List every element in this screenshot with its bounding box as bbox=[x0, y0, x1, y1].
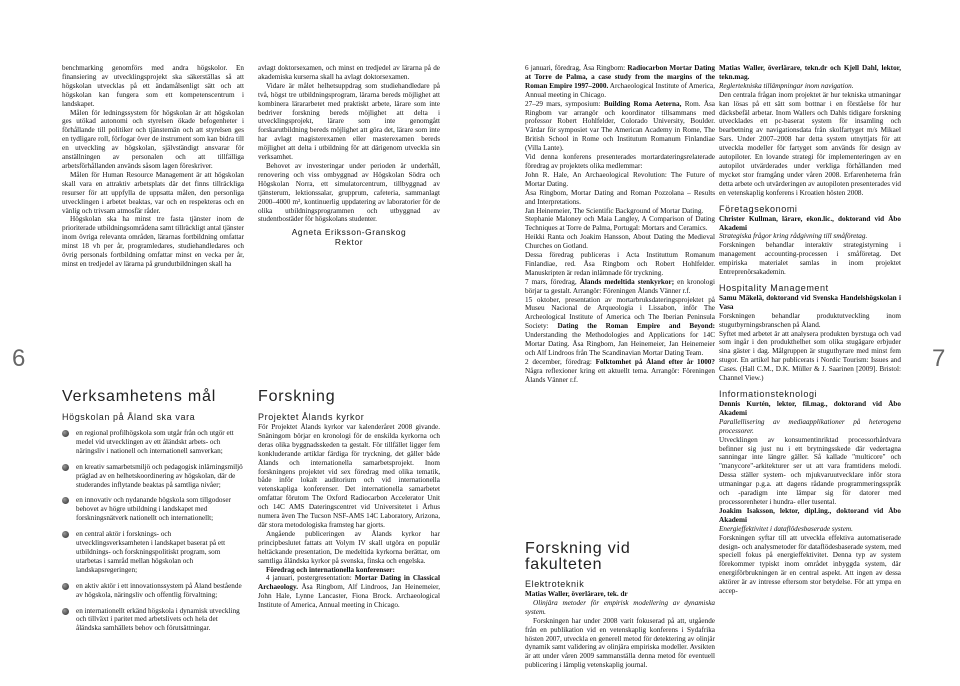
research-title: Forskningen behandlar produktutveckling inom stugutbyrningsbranschen på Åland. bbox=[719, 311, 901, 329]
researcher-name: Samu Mäkelä, doktorand vid Svenska Handelshögskolan i Vasa bbox=[719, 293, 901, 311]
paragraph: Forskningen har under 2008 varit fokuserad på att, utgående från en publikation vid en vetenskaplig konferens i Sydafrika hösten 2007, utveckla en generell metod för detektering av olinjär dynamik samt validering av olinjära empiriska modeller. Avsikten är att under våren 2009 sammanställa denna metod för eventuell publicering i lämplig vetenskaplig journal. bbox=[525, 616, 715, 670]
conference-entry: 7 mars, föredrag, Ålands medeltida stenkyrkor; en kronologi börjar ta gestalt. Arrangör: Föreningen Ålands Vänner r.f. bbox=[525, 277, 715, 295]
research-title: Parallellisering av mediaapplikationer på heterogena processorer. bbox=[719, 417, 901, 435]
section-subtitle: Högskolan på Åland ska vara bbox=[62, 412, 196, 422]
subject-heading: Hospitality Management bbox=[719, 282, 829, 293]
researcher-name: Dennis Kurtén, lektor, fil.mag., doktorand vid Åbo Akademi bbox=[719, 400, 901, 417]
list-item: en internationellt erkänd högskola i dynamisk utveckling och tillväxt i paritet med arbetslivets och hela det åländska samhällets behov och förutsättningar. bbox=[62, 607, 244, 634]
page-number-right: 7 bbox=[932, 345, 946, 372]
research-title: Olinjära metoder för empirisk modellering av dynamiska system. bbox=[525, 598, 715, 616]
subject-heading: Företagsekonomi bbox=[719, 203, 798, 214]
talk: Stephanie Maloney och Maia Langley, A Comparison of Dating Techniques at Torre de Palma, Portugal: Mortars and Ceramics. bbox=[525, 215, 715, 233]
conference-entry: 6 januari, föredrag, Åsa Ringbom: Radiocarbon Mortar Dating at Torre de Palma, a case study from the margins of the Roman Empire 1997–2000. Archaeological Institute of America, Annual meeting in Chicago. bbox=[525, 64, 715, 99]
list-item: en central aktör i forsknings- och utvecklingsverksamheten i landskapet baserat på ett utbildnings- och forskningspolitiskt program, som utarbetas i samråd mellan högskolan och landskapsregeringen; bbox=[62, 530, 244, 575]
list-item: en aktiv aktör i ett innovationssystem på Åland bestående av högskola, näringsliv och offentlig förvaltning; bbox=[62, 582, 244, 600]
paragraph: Den centrala frågan inom projektet är hur tekniska utmaningar kan lösas på ett sätt som bottnar i en förståelse för hur däcksbefäl arbetar. Inom Wallers och Dahls tidigare forskning utvecklades ett pc-baserat system för insamling och bearbetning av navigationsdata från skolfartyget m/s Mikael Sars. Under 2007–2008 har detta system utnyttjats för att utveckla modeller för fartyget som används för design av autopiloter. En lovande strategi för implementeringen av en autopilot utvärderades under verkliga förhållanden med mycket stor framgång under våren 2008. Erfarenheterna från detta arbete och utvärderingen av autopiloten presenterades vid en vetenskaplig konferens i Kroatien hösten 2008. bbox=[719, 90, 901, 197]
list-item: en kreativ samarbetsmiljö och pedagogisk inlärningsmiljö präglad av en helhetskoordinering av högskolan, där de studerandes inflytande beaktas på samtliga nivåer; bbox=[62, 463, 244, 490]
bullet-icon bbox=[62, 531, 69, 538]
bullet-icon bbox=[62, 608, 69, 615]
research-title: Strategiska frågor kring rådgivning till småföretag. bbox=[719, 232, 868, 241]
signature-role: Rektor bbox=[334, 237, 364, 248]
column-1-section bbox=[62, 389, 244, 640]
list-item: en regional profilhögskola som utgår från och utgör ett medel vid utvecklingen av ett åländskt arbets- och näringsliv i nationell och internationell samverkan; bbox=[62, 429, 244, 456]
paragraph: Utvecklingen av konsumentinriktad processorhårdvara befinner sig just nu i ett brytningsskede där vedertagna sanningar inte längre gäller. Så kallade "multicore" och "manycore"-arkitekturer ser ut att vara framtidens melodi. Dessa ställer system- och mjukvaruutvecklare inför stora utmaningar p.g.a. att dagens rådande programmeringsspråk och -paradigm inte lämpar sig för datorer med processorenheter i hundra- eller tusental. bbox=[719, 435, 901, 506]
column-2 bbox=[258, 64, 440, 247]
subject-heading: Informationsteknologi bbox=[719, 389, 818, 399]
section-subtitle: Elektroteknik bbox=[525, 579, 585, 589]
column-1 bbox=[62, 64, 244, 269]
column-2-section bbox=[258, 389, 440, 610]
talk: Åsa Ringbom, Mortar Dating and Roman Pozzolana – Results and Interpretations. bbox=[525, 188, 715, 206]
list-item: en innovativ och nydanande högskola som tillgodoser behovet av högre utbildning i landskapet med forskningsnätverk nationellt och internationellt; bbox=[62, 496, 244, 523]
researcher-name: Matias Waller, överlärare, tekn.dr och Kjell Dahl, lektor, tekn.mag. bbox=[719, 64, 901, 81]
paragraph: Målen för Human Resource Management är att högskolan skall vara en attraktiv arbetsplats där det finns tillräckliga resurser för att uppfylla de uppsatta målen, den personliga utvecklingen i arbetet beaktas, var och en respekteras och en vänlig och trivsam atmosfär råder. bbox=[62, 170, 244, 215]
talk: Dessa föredrag publiceras i Acta Instituttum Romanum Finlandiae, red. Åsa Ringbom och Robert Hohlfelder. Manuskripten är redan inlämnade för tryckning. bbox=[525, 251, 715, 277]
bullet-icon bbox=[62, 497, 69, 504]
conference-entry: 2 december, föredrag: Folktomhet på Åland efter år 1000? Några reflexioner kring ett aktuellt tema. Arrangör: Föreningen Ålands Vänner r.f. bbox=[525, 357, 715, 384]
conference-entry: 27–29 mars, symposium: Building Roma Aeterna, Rom. Åsa Ringbom var arrangör och koordinator tillsammans med professor Robert Hohlfelder, Colorado University, Boulder. Värdar för symposiet var The American Academy in Rome, The British School in Rome och Institutum Romanum Finlandiae (Villa Lante). bbox=[525, 99, 715, 153]
paragraph: Syftet med arbetet är att analysera produkten byrstuga och vad som ingår i den produkthelhet som olika stugägare erbjuder sina gäster i dag. Målgruppen är stuguthyrare med minst fem stugor. En artikel har publicerats i Nordic Tourism: Issues and Cases. (Hall C.M., D.K. Müller & J. Saarinen [2009]. Bristol: Channel View.) bbox=[719, 329, 901, 383]
research-title: Energieffektivitet i dataflödesbaserade system. bbox=[719, 524, 853, 533]
paragraph: Vidare är målet helhetsuppdrag som studiehandledare på två, högst tre utbildningsprogram, lärarna bereds möjlighet att kombinera lärararbetet med praktiskt arbete, lärare som inte bedriver forskning bereds möjlighet att delta i utvecklingsprojekt, lärare som inte genomgått forskarutbildning bereds möjlighet att göra det, lärare som inte har avlagt magisterexamen eller masterexamen bereds möjlighet att delta i utbildning för att därigenom utveckla sin verksamhet. bbox=[258, 81, 440, 162]
talk: John R. Hale, An Archaeological Revolution: The Future of Mortar Dating. bbox=[525, 170, 715, 188]
researcher-name: Joakim Isaksson, lektor, dipl.ing., doktorand vid Åbo Akademi bbox=[719, 506, 901, 524]
research-title: Reglertekniska tillämpningar inom navigation. bbox=[719, 81, 854, 90]
paragraph: Målen för ledningssystem för högskolan är att högskolan ges utökad autonomi och styrelsen ökade befogenheter i förhållande till politiker och tjänstemän och att styrelsen ges en tydligare roll, förfogar över de instrument som kan bidra till en utveckling av högskolan, självständigt ansvarar för anställningen av personalen och att tillfälliga arbetsförhållanden används såsom lagen föreskriver. bbox=[62, 108, 244, 170]
signature bbox=[258, 227, 440, 247]
conference-heading: Föredrag och internationella konferenser: bbox=[266, 565, 395, 574]
talk: Heikki Ranta och Joakim Hansson, About Dating the Medieval Churches on Gotland. bbox=[525, 233, 715, 251]
page-number-left: 6 bbox=[12, 345, 26, 372]
paragraph: Högskolan ska ha minst tre fasta tjänster inom de prioriterade utbildningsområdena samt tillräckligt antal tjänster inom övriga relevanta områden, lärarnas fortbildning omfattar minst 18 vh per år, programledares, studiehandledares och övrig personals fortbildning omfattar minst en vecka per år, minst en tredjedel av lärarna på grundutbildningen skall ha bbox=[62, 215, 244, 268]
paragraph: Forskningen behandlar interaktiv strategistyrning i management accounting-processen i småföretag. Det empiriska materialet samlas in inom projektet Entreprenörsakademin. bbox=[719, 241, 901, 277]
bullet-list bbox=[62, 429, 244, 633]
paragraph: För Projektet Ålands kyrkor var kalenderåret 2008 givande. Snäningom börjar en kronologi för de enskilda kyrkorna och deras olika byggnadsskeden ta gestalt. För tillfället ligger fem konkluderande artiklar färdiga för tryckning, det gäller både Ålands och internationella samarbetsprojekt. Inom forskningens projektet vid sex föredrag med olika tematik, både inför lokalt auditorium och vid internationella vetenskapliga konferenser. Det internationella samarbetet omfattar förutom The Oxford Radiocarbon Accelerator Unit och 14C AMS Dateringscentret vid Universitetet i Århus numera även The Tucson NSF-AMS 14C Laboratory, Arizona, där stora metodologiska framsteg har gjorts. bbox=[258, 423, 440, 529]
paragraph: Angående publiceringen av Ålands kyrkor har principbeslutet fattats att Volym IV skall utgöra en populär heltäckande presentation, De medeltida kyrkorna berättar, om samtliga åländska kyrkor på svenska, finska och engelska. bbox=[258, 529, 440, 565]
paragraph: Vid denna konferens presenterades mortardateringsrelaterade föredrag av projektets olika medlemmar: bbox=[525, 153, 715, 170]
paragraph: Behovet av investeringar under perioden är underhåll, renovering och viss ombyggnad av Högskolan Södra och Högskolan Norra, ett simulatorcentrum, tillbyggnad av tjänsterum, lektionssalar, grupprum, cafeteria, sammanlagt 2000–4000 m², kontinuerlig uppdatering av laboratorier för de olika utbildningsprogrammen och utbyggnad av studentbostäder för högskolans studenter. bbox=[258, 161, 440, 224]
column-4 bbox=[719, 64, 901, 596]
conference-entry: 15 oktober, presentation av mortarbruksdateringsprojektet på Museu Nacional de Arqueologia i Lissabon, inför The Archeological Institute of America och The Iberian Peninsula Society: Dating the Roman Empire and Beyond: Understanding the Methodologies and Applications for 14C Mortar Dating. Åsa Ringbom, Jan Heinemeier, Jan Heinemeier och Alf Lindroos från The Scandinavian Mortar Dating Team. bbox=[525, 295, 715, 357]
column-3 bbox=[525, 64, 715, 385]
talk: Jan Heinemeier, The Scientific Background of Mortar Dating. bbox=[525, 206, 704, 215]
section-title: Forskning bbox=[258, 388, 336, 405]
researcher-name: Christer Kullman, lärare, ekon.lic., doktorand vid Åbo Akademi bbox=[719, 214, 901, 232]
section-title: Forskning vid fakulteten bbox=[525, 540, 631, 573]
bullet-icon bbox=[62, 430, 69, 437]
column-3-section bbox=[525, 541, 715, 670]
paragraph: Forskningen syftar till att utveckla effektiva automatiserade design- och analysmetoder för dataflödesbaserade system, med speciell fokus på energieffektivitet. Denna typ av system förekommer typiskt inom området inbyggda system, där energiförbrukningen är en central aspekt. Att ingen av dessa aktörer är av intresse eftersom stor betydelse. För att ympa en accep- bbox=[719, 533, 901, 596]
conference-entry: 4 januari, postergresentation: Mortar Dating in Classical Archaeology. Åsa Ringbom, Alf Lindroos, Jan Heinemeier, John Hale, Lynne Lancaster, Fiona Brock. Archaeological Institute of America, Annual meeting in Chicago. bbox=[258, 574, 440, 610]
paragraph: benchmarking genomförs med andra högskolor. En finansiering av utvecklingsprojekt ska säkerställas så att högskolan utvecklas på ett ändamålsenligt sätt och att högskolan kan fungera som ett kompetenscentrum i landskapet. bbox=[62, 64, 244, 108]
bullet-icon bbox=[62, 583, 69, 590]
section-subtitle: Projektet Ålands kyrkor bbox=[258, 412, 365, 422]
section-title: Verksamhetens mål bbox=[62, 388, 217, 405]
paragraph: avlagt doktorsexamen, och minst en tredjedel av lärarna på de akademiska kurserna skall ha avlagt doktorsexamen. bbox=[258, 64, 440, 81]
signature-name: Agneta Eriksson-Granskog bbox=[291, 227, 407, 238]
bullet-icon bbox=[62, 464, 69, 471]
researcher-name: Matias Waller, överlärare, tek. dr bbox=[525, 590, 628, 598]
